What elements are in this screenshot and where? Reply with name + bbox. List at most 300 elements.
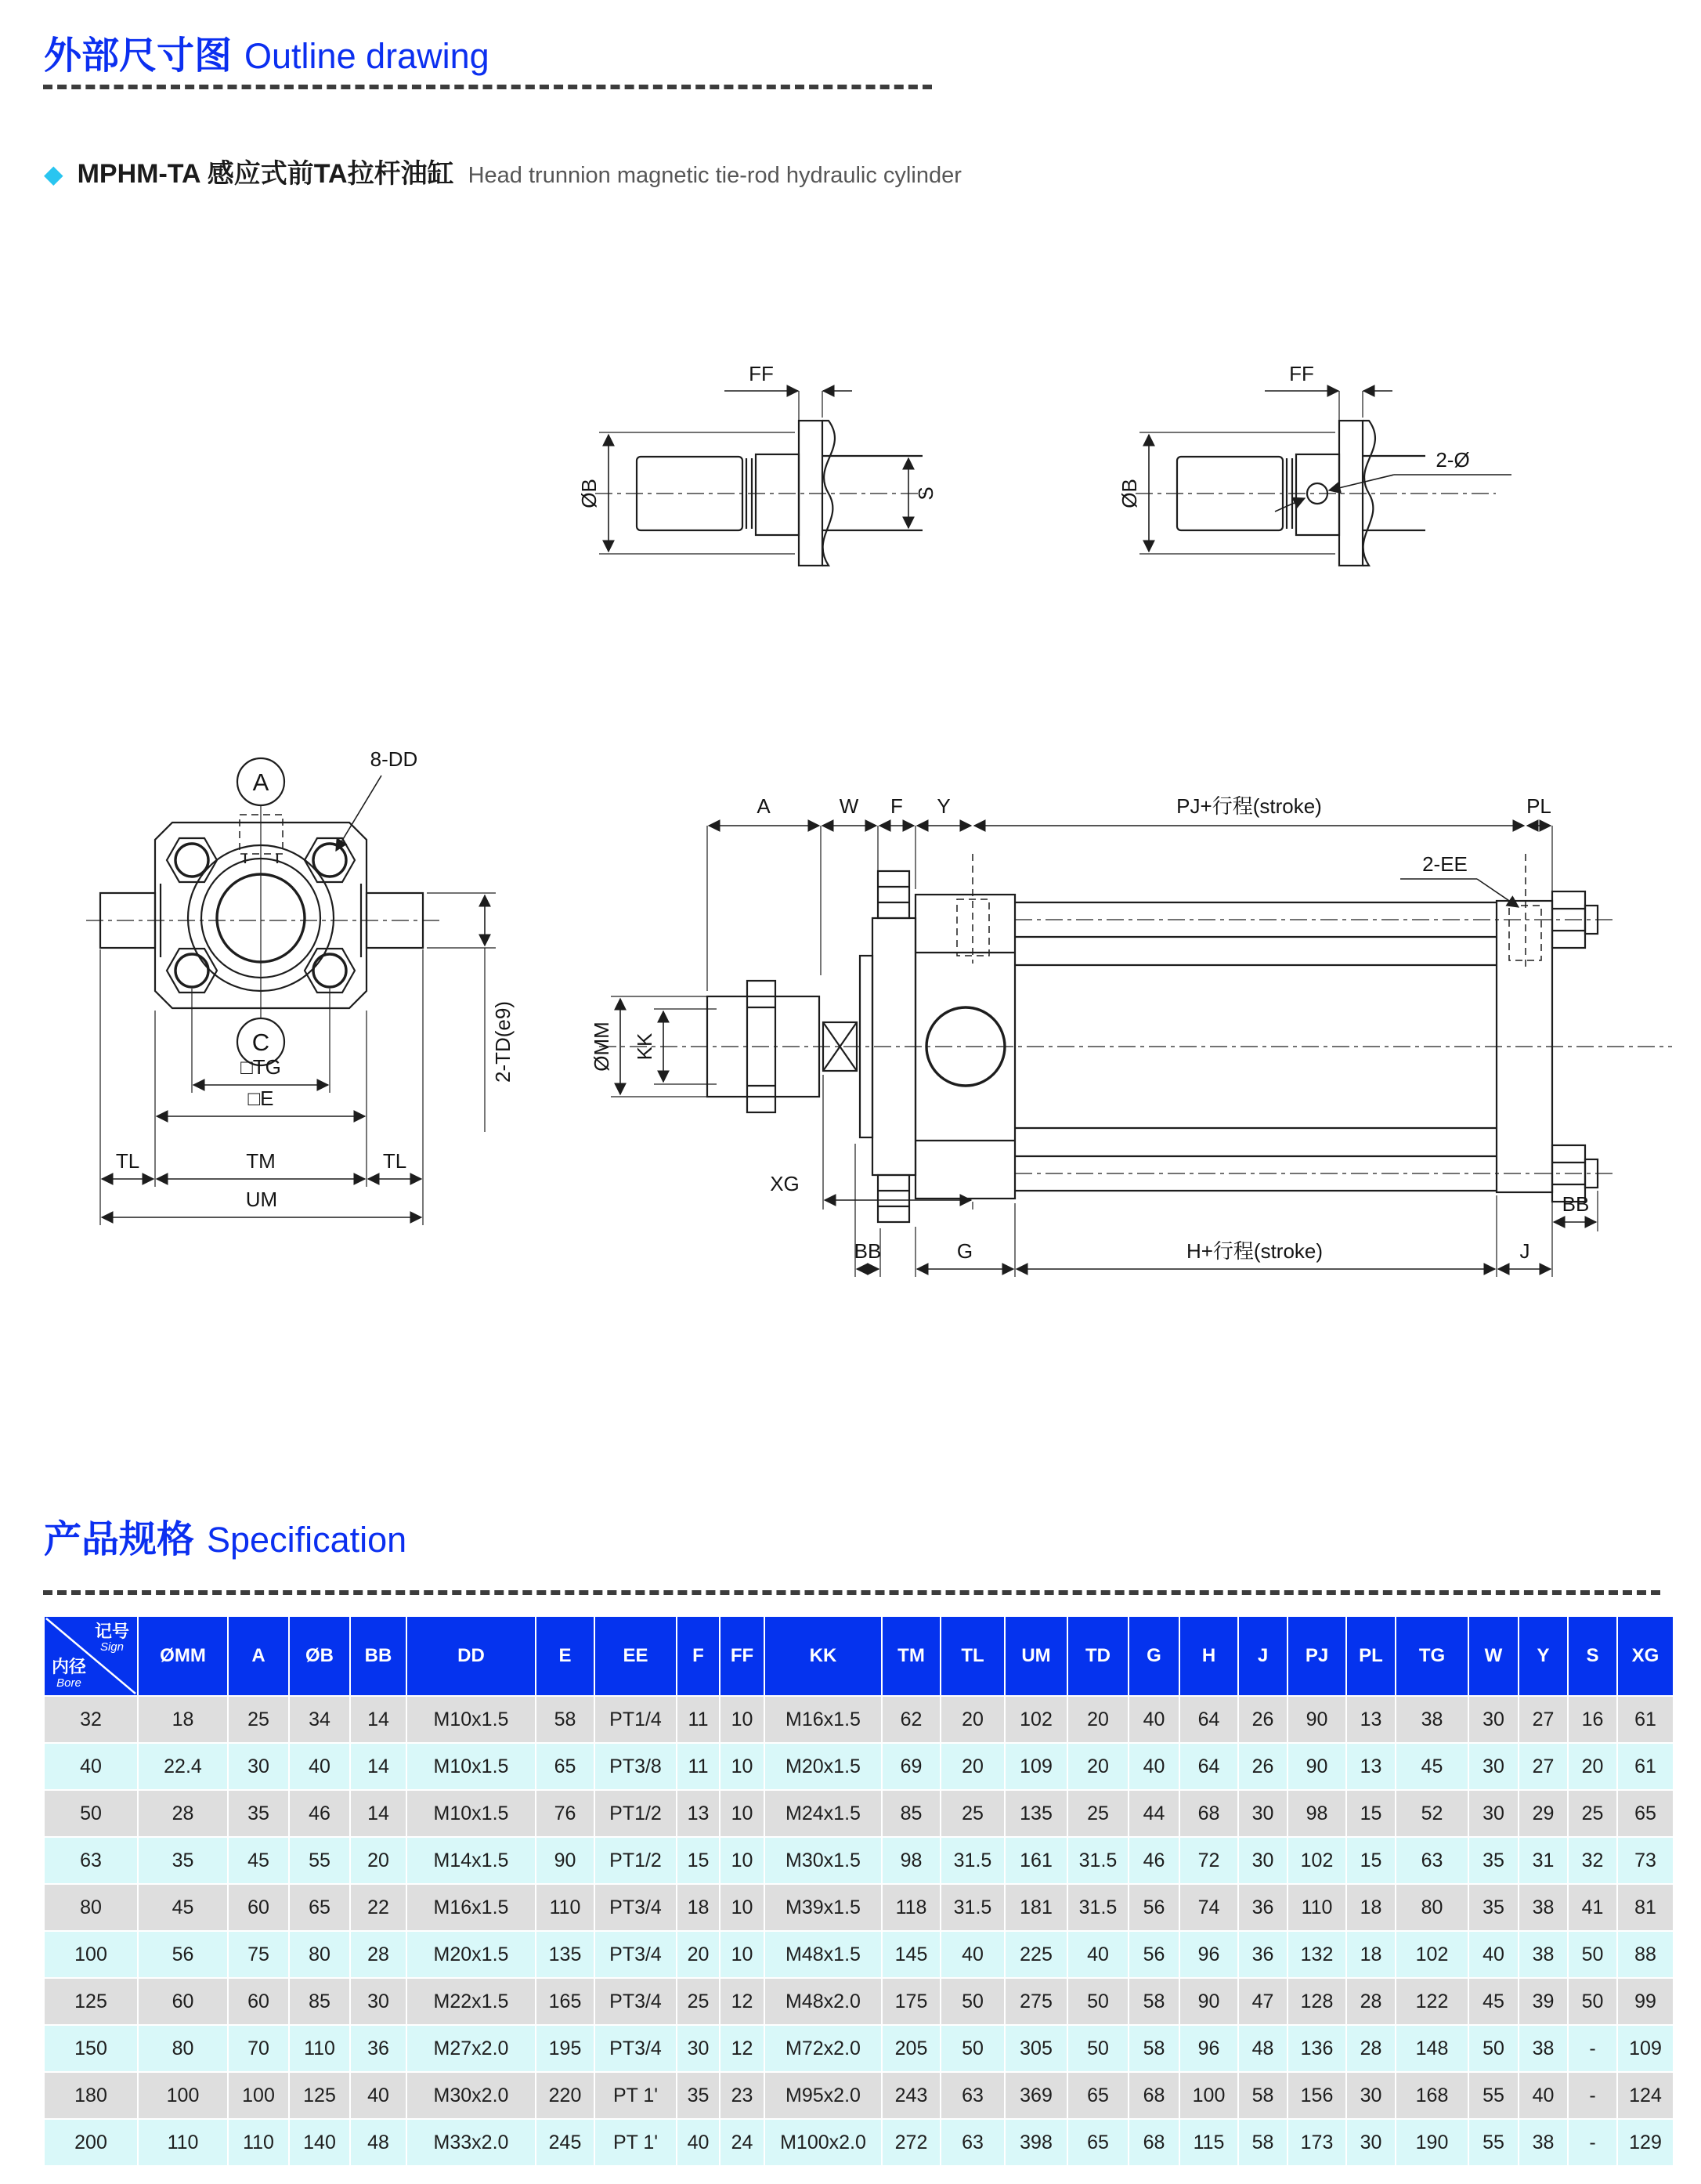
spec-cell-pj: 110 [1287, 1884, 1346, 1931]
dim-label-bb-left: BB [854, 1239, 882, 1263]
spec-col-header-s: S [1568, 1616, 1617, 1696]
spec-cell-g: 40 [1129, 1696, 1179, 1743]
spec-cell-a: 100 [228, 2072, 289, 2119]
dim-label-diameter-b: ØB [1117, 479, 1141, 508]
rod-end-drawing-left [486, 313, 987, 619]
bore-cell: 80 [44, 1884, 138, 1931]
spec-cell-ff: 10 [720, 1884, 764, 1931]
spec-cell-tg: 122 [1396, 1978, 1468, 2025]
spec-cell-xg: 81 [1617, 1884, 1674, 1931]
spec-cell-g: 56 [1129, 1931, 1179, 1978]
spec-col-header-tg: TG [1396, 1616, 1468, 1696]
spec-cell-pl: 30 [1346, 2072, 1396, 2119]
spec-cell-mm: 110 [138, 2119, 228, 2166]
spec-cell-pj: 136 [1287, 2025, 1346, 2072]
spec-cell-dd: M20x1.5 [406, 1931, 536, 1978]
spec-cell-tl: 63 [941, 2072, 1005, 2119]
spec-cell-tl: 50 [941, 1978, 1005, 2025]
spec-cell-s: 32 [1568, 1837, 1617, 1884]
spec-cell-xg: 73 [1617, 1837, 1674, 1884]
spec-cell-a: 75 [228, 1931, 289, 1978]
spec-title-zh: 产品规格 [44, 1519, 195, 1560]
corner-bore [52, 1658, 86, 1690]
spec-col-header-h: H [1179, 1616, 1238, 1696]
spec-cell-kk: M95x2.0 [764, 2072, 882, 2119]
spec-cell-ff: 10 [720, 1696, 764, 1743]
spec-cell-dd: M22x1.5 [406, 1978, 536, 2025]
spec-cell-w: 35 [1468, 1837, 1519, 1884]
spec-col-header-tm: TM [882, 1616, 941, 1696]
spec-row-50 [44, 1790, 1674, 1837]
spec-cell-h: 68 [1179, 1790, 1238, 1837]
spec-cell-y: 27 [1519, 1743, 1568, 1790]
spec-cell-bb: 28 [350, 1931, 406, 1978]
spec-cell-tm: 62 [882, 1696, 941, 1743]
diamond-bullet-icon: ◆ [44, 160, 63, 188]
spec-cell-td: 31.5 [1067, 1884, 1129, 1931]
spec-cell-dd: M10x1.5 [406, 1790, 536, 1837]
spec-cell-w: 45 [1468, 1978, 1519, 2025]
spec-cell-ff: 10 [720, 1931, 764, 1978]
dim-label-ff: FF [749, 362, 774, 385]
spec-col-header-j: J [1238, 1616, 1287, 1696]
spec-cell-um: 369 [1005, 2072, 1067, 2119]
spec-cell-dd: M16x1.5 [406, 1884, 536, 1931]
spec-cell-kk: M39x1.5 [764, 1884, 882, 1931]
bore-cell: 200 [44, 2119, 138, 2166]
spec-cell-um: 109 [1005, 1743, 1067, 1790]
spec-cell-s: 25 [1568, 1790, 1617, 1837]
corner-bolt [167, 838, 217, 882]
spec-col-header-td: TD [1067, 1616, 1129, 1696]
spec-cell-a: 70 [228, 2025, 289, 2072]
spec-cell-b: 125 [289, 2072, 350, 2119]
spec-header-row [44, 1616, 1674, 1696]
bore-cell: 50 [44, 1790, 138, 1837]
spec-cell-ee: PT3/4 [594, 2025, 677, 2072]
spec-cell-ee: PT 1' [594, 2072, 677, 2119]
spec-col-header-tl: TL [941, 1616, 1005, 1696]
spec-cell-tl: 20 [941, 1743, 1005, 1790]
spec-cell-tg: 168 [1396, 2072, 1468, 2119]
bore-cell: 100 [44, 1931, 138, 1978]
spec-col-header-ee: EE [594, 1616, 677, 1696]
spec-col-header-kk: KK [764, 1616, 882, 1696]
spec-cell-ee: PT1/2 [594, 1837, 677, 1884]
spec-cell-e: 65 [536, 1743, 594, 1790]
bore-cell: 32 [44, 1696, 138, 1743]
spec-cell-a: 35 [228, 1790, 289, 1837]
dim-label-tl-left: TL [115, 1149, 140, 1173]
spec-cell-ff: 10 [720, 1743, 764, 1790]
spec-cell-kk: M72x2.0 [764, 2025, 882, 2072]
spec-cell-pj: 90 [1287, 1743, 1346, 1790]
spec-cell-y: 31 [1519, 1837, 1568, 1884]
spec-cell-tm: 175 [882, 1978, 941, 2025]
spec-cell-kk: M48x2.0 [764, 1978, 882, 2025]
spec-cell-um: 161 [1005, 1837, 1067, 1884]
spec-cell-w: 30 [1468, 1696, 1519, 1743]
spec-cell-tm: 205 [882, 2025, 941, 2072]
spec-cell-pj: 132 [1287, 1931, 1346, 1978]
dim-label-8dd: 8-DD [370, 747, 418, 771]
spec-cell-w: 30 [1468, 1743, 1519, 1790]
spec-col-header-y: Y [1519, 1616, 1568, 1696]
dim-label-h: H+行程(stroke) [1186, 1239, 1324, 1263]
spec-cell-f: 15 [677, 1837, 720, 1884]
spec-cell-um: 102 [1005, 1696, 1067, 1743]
spec-cell-g: 68 [1129, 2072, 1179, 2119]
spec-cell-s: 50 [1568, 1978, 1617, 2025]
spec-cell-um: 305 [1005, 2025, 1067, 2072]
spec-cell-y: 38 [1519, 1884, 1568, 1931]
dashed-divider [43, 1590, 1660, 1595]
dim-label-pj: PJ+行程(stroke) [1176, 794, 1322, 818]
spec-cell-ee: PT3/4 [594, 1931, 677, 1978]
spec-cell-um: 225 [1005, 1931, 1067, 1978]
bore-cell: 40 [44, 1743, 138, 1790]
spec-cell-w: 30 [1468, 1790, 1519, 1837]
spec-col-header-pj: PJ [1287, 1616, 1346, 1696]
dim-label-bb-right: BB [1562, 1192, 1590, 1216]
dim-label-tl-right: TL [382, 1149, 407, 1173]
corner-bore-en: Bore [56, 1676, 81, 1690]
spec-cell-g: 56 [1129, 1884, 1179, 1931]
spec-cell-pj: 98 [1287, 1790, 1346, 1837]
spec-cell-pl: 28 [1346, 2025, 1396, 2072]
dim-label-2td: 2-TD(e9) [491, 1000, 515, 1083]
spec-col-header-g: G [1129, 1616, 1179, 1696]
spec-cell-h: 96 [1179, 2025, 1238, 2072]
spec-cell-e: 110 [536, 1884, 594, 1931]
bore-cell: 63 [44, 1837, 138, 1884]
spec-cell-pj: 128 [1287, 1978, 1346, 2025]
spec-cell-pl: 18 [1346, 1931, 1396, 1978]
spec-cell-j: 26 [1238, 1696, 1287, 1743]
spec-cell-b: 34 [289, 1696, 350, 1743]
spec-cell-e: 165 [536, 1978, 594, 2025]
spec-cell-y: 40 [1519, 2072, 1568, 2119]
spec-col-header-um: UM [1005, 1616, 1067, 1696]
spec-cell-j: 36 [1238, 1931, 1287, 1978]
spec-cell-tg: 148 [1396, 2025, 1468, 2072]
spec-col-header-f: F [677, 1616, 720, 1696]
spec-cell-td: 25 [1067, 1790, 1129, 1837]
corner-bore-zh: 内径 [52, 1657, 87, 1677]
spec-cell-dd: M10x1.5 [406, 1743, 536, 1790]
spec-row-180 [44, 2072, 1674, 2119]
dim-label-y: Y [937, 794, 951, 818]
spec-cell-e: 135 [536, 1931, 594, 1978]
spec-cell-w: 55 [1468, 2072, 1519, 2119]
corner-sign-zh: 记号 [94, 1622, 129, 1641]
dim-label-kk: KK [632, 1032, 656, 1061]
spec-col-header-w: W [1468, 1616, 1519, 1696]
spec-cell-xg: 99 [1617, 1978, 1674, 2025]
spec-table [43, 1615, 1674, 2167]
bore-cell: 180 [44, 2072, 138, 2119]
spec-cell-tl: 20 [941, 1696, 1005, 1743]
spec-col-header-e: E [536, 1616, 594, 1696]
spec-col-header-mm: ØMM [138, 1616, 228, 1696]
spec-cell-xg: 129 [1617, 2119, 1674, 2166]
spec-cell-b: 55 [289, 1837, 350, 1884]
spec-cell-ff: 10 [720, 1837, 764, 1884]
dim-label-g: G [956, 1239, 973, 1263]
dim-label-tg: □TG [240, 1055, 281, 1079]
spec-cell-tm: 118 [882, 1884, 941, 1931]
spec-cell-s: - [1568, 2025, 1617, 2072]
spec-cell-b: 80 [289, 1931, 350, 1978]
spec-cell-e: 76 [536, 1790, 594, 1837]
spec-cell-ee: PT1/4 [594, 1696, 677, 1743]
spec-cell-ff: 10 [720, 1790, 764, 1837]
spec-col-header-xg: XG [1617, 1616, 1674, 1696]
spec-row-125 [44, 1978, 1674, 2025]
spec-cell-td: 50 [1067, 1978, 1129, 2025]
spec-cell-a: 60 [228, 1884, 289, 1931]
spec-cell-pl: 15 [1346, 1790, 1396, 1837]
spec-cell-xg: 65 [1617, 1790, 1674, 1837]
spec-cell-h: 96 [1179, 1931, 1238, 1978]
spec-cell-a: 110 [228, 2119, 289, 2166]
spec-cell-td: 65 [1067, 2119, 1129, 2166]
spec-cell-mm: 18 [138, 1696, 228, 1743]
spec-cell-dd: M14x1.5 [406, 1837, 536, 1884]
spec-cell-y: 29 [1519, 1790, 1568, 1837]
spec-cell-ee: PT 1' [594, 2119, 677, 2166]
spec-cell-pl: 18 [1346, 1884, 1396, 1931]
spec-cell-kk: M48x1.5 [764, 1931, 882, 1978]
dim-label-pl: PL [1526, 794, 1551, 818]
spec-cell-j: 30 [1238, 1837, 1287, 1884]
spec-cell-j: 36 [1238, 1884, 1287, 1931]
spec-cell-bb: 40 [350, 2072, 406, 2119]
spec-cell-tl: 25 [941, 1790, 1005, 1837]
spec-row-63 [44, 1837, 1674, 1884]
dim-label-diameter-b: ØB [576, 479, 601, 508]
spec-cell-h: 64 [1179, 1743, 1238, 1790]
spec-cell-w: 40 [1468, 1931, 1519, 1978]
spec-cell-td: 50 [1067, 2025, 1129, 2072]
spec-cell-y: 38 [1519, 1931, 1568, 1978]
spec-row-100 [44, 1931, 1674, 1978]
spec-section-title [44, 1509, 406, 1563]
spec-cell-f: 11 [677, 1743, 720, 1790]
spec-cell-g: 40 [1129, 1743, 1179, 1790]
spec-cell-tm: 98 [882, 1837, 941, 1884]
spec-col-header-pl: PL [1346, 1616, 1396, 1696]
spec-cell-pj: 90 [1287, 1696, 1346, 1743]
spec-cell-e: 90 [536, 1837, 594, 1884]
spec-cell-y: 38 [1519, 2119, 1568, 2166]
spec-cell-g: 46 [1129, 1837, 1179, 1884]
front-view-drawing [43, 729, 544, 1340]
spec-cell-f: 40 [677, 2119, 720, 2166]
product-heading [44, 152, 962, 190]
spec-cell-h: 90 [1179, 1978, 1238, 2025]
spec-cell-bb: 36 [350, 2025, 406, 2072]
view-label-c: C [251, 1029, 270, 1056]
spec-cell-tl: 40 [941, 1931, 1005, 1978]
spec-cell-tl: 31.5 [941, 1884, 1005, 1931]
spec-cell-j: 30 [1238, 1790, 1287, 1837]
spec-cell-xg: 61 [1617, 1696, 1674, 1743]
spec-cell-bb: 48 [350, 2119, 406, 2166]
spec-cell-tm: 145 [882, 1931, 941, 1978]
spec-cell-um: 181 [1005, 1884, 1067, 1931]
spec-cell-ff: 12 [720, 1978, 764, 2025]
spec-col-header-bb: BB [350, 1616, 406, 1696]
spec-cell-tm: 69 [882, 1743, 941, 1790]
spec-cell-tg: 190 [1396, 2119, 1468, 2166]
spec-cell-bb: 14 [350, 1696, 406, 1743]
spec-cell-tl: 50 [941, 2025, 1005, 2072]
bore-cell: 125 [44, 1978, 138, 2025]
spec-cell-pl: 28 [1346, 1978, 1396, 2025]
spec-title-en: Specification [207, 1520, 407, 1560]
spec-cell-xg: 124 [1617, 2072, 1674, 2119]
spec-cell-ee: PT3/8 [594, 1743, 677, 1790]
spec-cell-kk: M20x1.5 [764, 1743, 882, 1790]
spec-cell-a: 30 [228, 1743, 289, 1790]
spec-cell-f: 11 [677, 1696, 720, 1743]
spec-cell-dd: M30x2.0 [406, 2072, 536, 2119]
spec-cell-g: 68 [1129, 2119, 1179, 2166]
spec-cell-s: - [1568, 2072, 1617, 2119]
spec-cell-g: 58 [1129, 2025, 1179, 2072]
spec-cell-b: 140 [289, 2119, 350, 2166]
spec-cell-b: 40 [289, 1743, 350, 1790]
spec-cell-b: 65 [289, 1884, 350, 1931]
dim-label-f: F [890, 794, 903, 818]
spec-cell-mm: 45 [138, 1884, 228, 1931]
spec-cell-td: 20 [1067, 1743, 1129, 1790]
spec-cell-tg: 38 [1396, 1696, 1468, 1743]
spec-cell-um: 135 [1005, 1790, 1067, 1837]
dim-label-um: UM [245, 1188, 278, 1211]
spec-cell-f: 35 [677, 2072, 720, 2119]
spec-cell-s: 50 [1568, 1931, 1617, 1978]
spec-cell-pl: 15 [1346, 1837, 1396, 1884]
spec-cell-b: 85 [289, 1978, 350, 2025]
spec-cell-f: 13 [677, 1790, 720, 1837]
corner-bolt [305, 838, 355, 882]
spec-cell-ff: 23 [720, 2072, 764, 2119]
spec-cell-w: 55 [1468, 2119, 1519, 2166]
spec-cell-a: 45 [228, 1837, 289, 1884]
dim-label-mm: ØMM [589, 1021, 613, 1072]
corner-sign [95, 1622, 129, 1654]
spec-cell-pl: 13 [1346, 1696, 1396, 1743]
spec-cell-tg: 63 [1396, 1837, 1468, 1884]
spec-cell-w: 50 [1468, 2025, 1519, 2072]
spec-cell-mm: 22.4 [138, 1743, 228, 1790]
spec-cell-j: 58 [1238, 2072, 1287, 2119]
product-desc-en: Head trunnion magnetic tie-rod hydraulic cylinder [468, 163, 962, 188]
spec-row-32 [44, 1696, 1674, 1743]
spec-row-200 [44, 2119, 1674, 2166]
spec-cell-j: 48 [1238, 2025, 1287, 2072]
spec-cell-e: 58 [536, 1696, 594, 1743]
dim-label-2ee: 2-EE [1422, 852, 1468, 876]
spec-cell-e: 245 [536, 2119, 594, 2166]
spec-cell-tg: 45 [1396, 1743, 1468, 1790]
spec-cell-kk: M24x1.5 [764, 1790, 882, 1837]
spec-cell-xg: 88 [1617, 1931, 1674, 1978]
spec-cell-ff: 24 [720, 2119, 764, 2166]
spec-cell-a: 60 [228, 1978, 289, 2025]
spec-cell-bb: 30 [350, 1978, 406, 2025]
spec-cell-mm: 56 [138, 1931, 228, 1978]
spec-row-150 [44, 2025, 1674, 2072]
spec-cell-kk: M16x1.5 [764, 1696, 882, 1743]
spec-cell-j: 26 [1238, 1743, 1287, 1790]
dim-label-2-holes: 2-Ø [1436, 448, 1470, 472]
spec-cell-tg: 80 [1396, 1884, 1468, 1931]
spec-cell-ff: 12 [720, 2025, 764, 2072]
spec-cell-pl: 30 [1346, 2119, 1396, 2166]
spec-cell-td: 40 [1067, 1931, 1129, 1978]
spec-cell-ee: PT3/4 [594, 1884, 677, 1931]
spec-cell-g: 44 [1129, 1790, 1179, 1837]
dim-label-s: S [913, 486, 937, 501]
spec-cell-f: 30 [677, 2025, 720, 2072]
outline-section-title [44, 25, 489, 79]
spec-cell-b: 46 [289, 1790, 350, 1837]
spec-cell-y: 38 [1519, 2025, 1568, 2072]
dim-label-tm: TM [246, 1149, 276, 1173]
spec-cell-h: 115 [1179, 2119, 1238, 2166]
spec-cell-e: 220 [536, 2072, 594, 2119]
dim-label-e: □E [247, 1087, 274, 1110]
spec-cell-e: 195 [536, 2025, 594, 2072]
spec-cell-bb: 14 [350, 1743, 406, 1790]
spec-cell-td: 65 [1067, 2072, 1129, 2119]
spec-cell-y: 39 [1519, 1978, 1568, 2025]
spec-cell-tl: 63 [941, 2119, 1005, 2166]
product-model: MPHM-TA 感应式前TA拉杆油缸 [77, 159, 454, 189]
spec-cell-tm: 243 [882, 2072, 941, 2119]
spec-cell-y: 27 [1519, 1696, 1568, 1743]
spec-cell-h: 64 [1179, 1696, 1238, 1743]
spec-cell-um: 275 [1005, 1978, 1067, 2025]
bore-cell: 150 [44, 2025, 138, 2072]
spec-row-40 [44, 1743, 1674, 1790]
spec-col-header-ff: FF [720, 1616, 764, 1696]
dim-label-w: W [839, 794, 859, 818]
spec-cell-tg: 102 [1396, 1931, 1468, 1978]
spec-cell-bb: 22 [350, 1884, 406, 1931]
spec-cell-h: 72 [1179, 1837, 1238, 1884]
spec-cell-tg: 52 [1396, 1790, 1468, 1837]
spec-cell-g: 58 [1129, 1978, 1179, 2025]
spec-cell-a: 25 [228, 1696, 289, 1743]
spec-cell-pl: 13 [1346, 1743, 1396, 1790]
spec-cell-tl: 31.5 [941, 1837, 1005, 1884]
spec-cell-td: 31.5 [1067, 1837, 1129, 1884]
spec-col-header-a: A [228, 1616, 289, 1696]
spec-cell-f: 25 [677, 1978, 720, 2025]
spec-cell-ee: PT1/2 [594, 1790, 677, 1837]
spec-cell-w: 35 [1468, 1884, 1519, 1931]
spec-cell-h: 100 [1179, 2072, 1238, 2119]
spec-cell-pj: 102 [1287, 1837, 1346, 1884]
spec-cell-j: 58 [1238, 2119, 1287, 2166]
spec-cell-b: 110 [289, 2025, 350, 2072]
spec-cell-td: 20 [1067, 1696, 1129, 1743]
spec-cell-mm: 60 [138, 1978, 228, 2025]
